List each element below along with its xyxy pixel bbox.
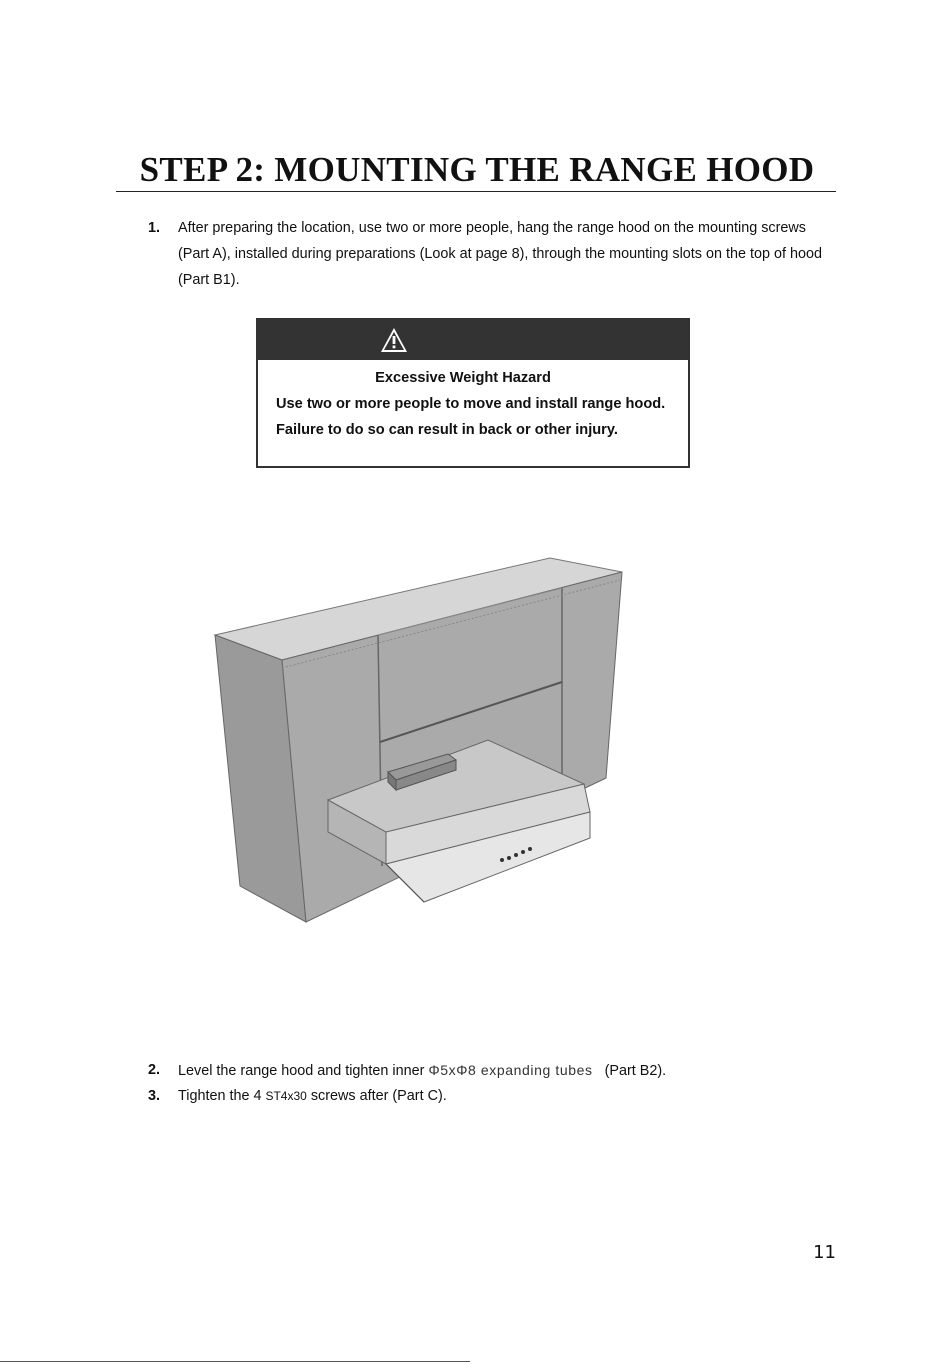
title-underline [116,191,836,192]
warning-headline: Excessive Weight Hazard [375,370,551,386]
step-text-prefix: Level the range hood and tighten inner [178,1063,429,1079]
step-2 [148,1057,848,1083]
footer-rule [0,1361,470,1362]
page-title: STEP 2: MOUNTING THE RANGE HOOD [139,150,815,189]
step-text-suffix: screws after (Part C). [306,1088,447,1104]
step-1 [148,215,848,295]
warning-line-1: Use two or more people to move and install range hood. [276,396,666,412]
step-text [178,1083,447,1109]
warning-box [256,318,690,468]
warning-line-2: Failure to do so can result in back or other injury. [276,422,618,438]
warning-header-bar [258,320,688,360]
step-spec: ST4x30 [265,1089,307,1103]
step-number: 3. [148,1088,161,1104]
page-number: 11 [813,1242,836,1263]
step-spec: Φ5xΦ8 expanding tubes [428,1062,593,1078]
step-text [178,1057,666,1084]
step-3 [148,1083,848,1109]
step-number: 2. [148,1062,161,1078]
step-text: After preparing the location, use two or more people, hang the range hood on the mounting screws (Part A), installed during preparations (Look at page 8), through the mounting slots on the top of hood (Part B1). [178,220,822,288]
range-hood-illustration [210,550,690,930]
warning-triangle-icon [380,327,408,353]
step-text-prefix: Tighten the 4 [178,1088,266,1104]
step-text-suffix: (Part B2). [592,1063,667,1079]
step-number: 1. [148,220,161,236]
